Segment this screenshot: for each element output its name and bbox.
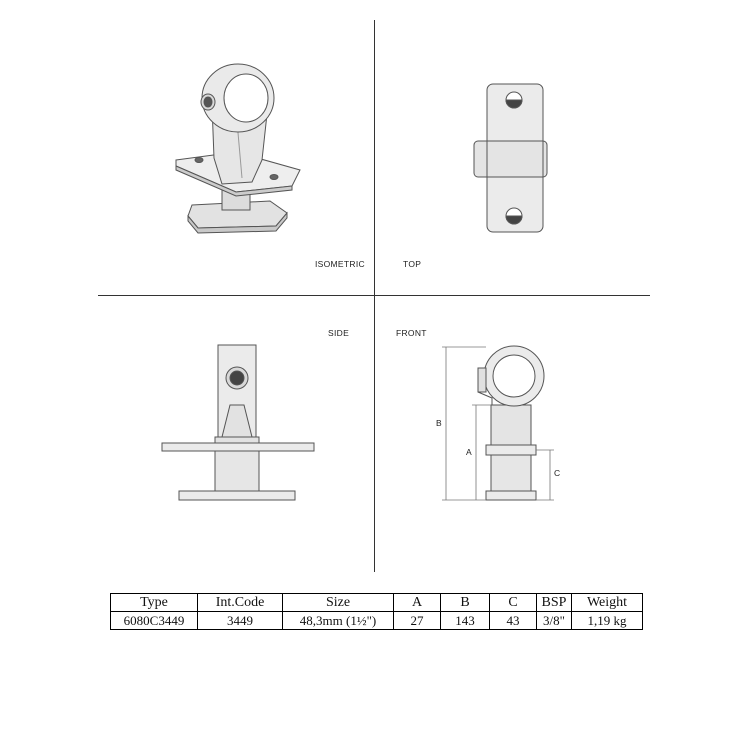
cell-size: 48,3mm (1½") <box>283 612 394 630</box>
dimension-label-a: A <box>466 447 472 457</box>
cell-b: 143 <box>441 612 490 630</box>
header-weight: Weight <box>572 594 643 612</box>
header-c: C <box>490 594 537 612</box>
top-view-drawing <box>468 80 558 240</box>
vertical-divider <box>374 20 375 572</box>
dimension-label-b: B <box>436 418 442 428</box>
dimension-label-c: C <box>554 468 561 478</box>
cell-type: 6080C3449 <box>111 612 198 630</box>
side-view-drawing <box>158 342 318 504</box>
isometric-view-drawing <box>160 55 320 235</box>
cell-bsp: 3/8" <box>537 612 572 630</box>
header-size: Size <box>283 594 394 612</box>
label-top: TOP <box>403 259 422 269</box>
table-row <box>111 612 643 630</box>
label-isometric: ISOMETRIC <box>315 259 365 269</box>
table-header-row <box>111 594 643 612</box>
cell-weight: 1,19 kg <box>572 612 643 630</box>
header-int-code: Int.Code <box>198 594 283 612</box>
cell-a: 27 <box>394 612 441 630</box>
label-front: FRONT <box>396 328 427 338</box>
cell-int-code: 3449 <box>198 612 283 630</box>
header-a: A <box>394 594 441 612</box>
header-bsp: BSP <box>537 594 572 612</box>
header-b: B <box>441 594 490 612</box>
label-side: SIDE <box>328 328 350 338</box>
horizontal-divider <box>98 295 650 296</box>
cell-c: 43 <box>490 612 537 630</box>
header-type: Type <box>111 594 198 612</box>
front-view-drawing <box>430 342 570 504</box>
spec-table <box>110 593 643 630</box>
